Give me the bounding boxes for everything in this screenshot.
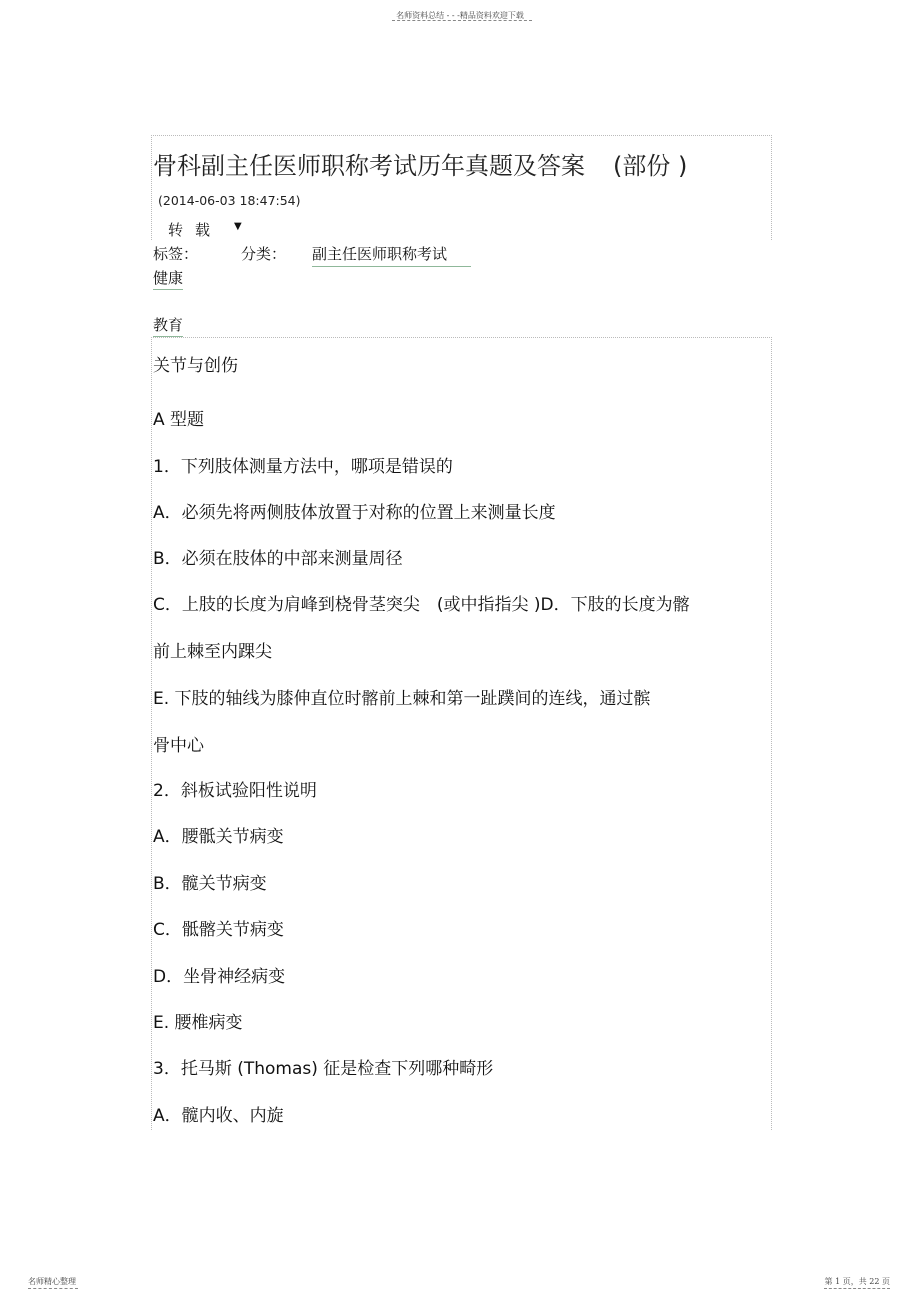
category-link[interactable]: 副主任医师职称考试 (312, 243, 471, 267)
content-line: B．必须在肢体的中部来测量周径 (153, 549, 403, 569)
category-label: 分类： (241, 245, 287, 263)
page-number: 第 1 页，共 22 页 (824, 1277, 890, 1286)
footer-right-divider (824, 1288, 890, 1289)
page-header: 名师资料总结 - - -精品资料欢迎下载 (396, 11, 524, 20)
content-line: 前上棘至内踝尖 (153, 642, 272, 662)
content-line: 骨中心 (153, 736, 204, 756)
content-line: C．骶髂关节病变 (153, 920, 284, 940)
content-line: E. 下肢的轴线为膝伸直位时髂前上棘和第一趾蹼间的连线，通过髌 (153, 689, 651, 709)
content-line: 3．托马斯 (Thomas) 征是检查下列哪种畸形 (153, 1059, 494, 1079)
section-heading: 关节与创伤 (153, 356, 238, 376)
content-line: C．上肢的长度为肩峰到桡骨茎突尖 (或中指指尖 )D．下肢的长度为髂 (153, 595, 690, 615)
tag-link-education[interactable]: 教育 (153, 314, 183, 337)
dropdown-caret-icon[interactable]: ▼ (234, 221, 242, 232)
content-line: A．腰骶关节病变 (153, 827, 284, 847)
content-line: B．髋关节病变 (153, 874, 267, 894)
content-line: 1．下列肢体测量方法中，哪项是错误的 (153, 457, 453, 477)
publish-date: (2014-06-03 18:47:54) (158, 193, 301, 208)
article-title-main: 骨科副主任医师职称考试历年真题及答案 (153, 152, 585, 180)
content-line: D．坐骨神经病变 (153, 967, 286, 987)
article-title-suffix: (部份 ) (613, 152, 688, 180)
tag-link-health[interactable]: 健康 (153, 267, 183, 290)
content-line: 2．斜板试验阳性说明 (153, 781, 317, 801)
tags-label: 标签： (153, 245, 199, 263)
repost-button[interactable]: 转载 (168, 221, 223, 239)
content-line: E. 腰椎病变 (153, 1013, 243, 1033)
footer-left: 名师精心整理 (28, 1277, 76, 1286)
article-title (153, 146, 687, 181)
content-line: A．必须先将两侧肢体放置于对称的位置上来测量长度 (153, 503, 556, 523)
header-divider (392, 20, 532, 21)
footer-left-divider (28, 1288, 78, 1289)
content-line: A．髋内收、内旋 (153, 1106, 284, 1126)
question-type: A 型题 (153, 410, 205, 430)
